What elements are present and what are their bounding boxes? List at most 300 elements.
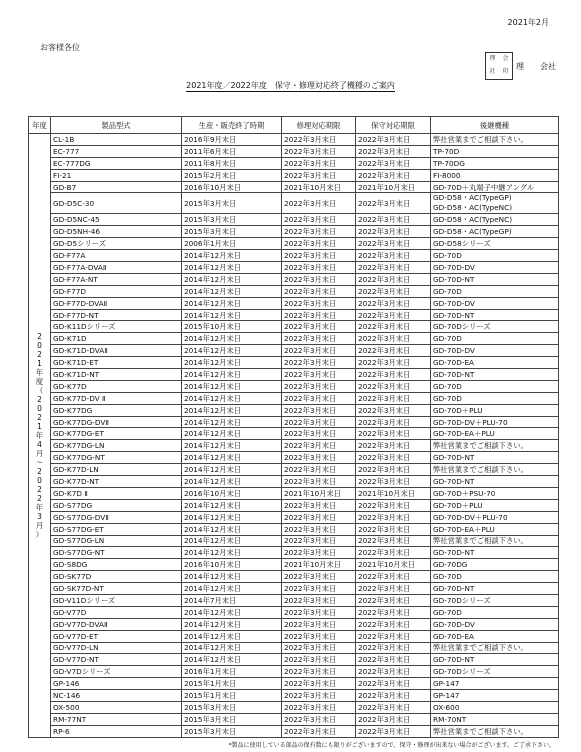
repair-deadline-cell: 2022年3月末日	[282, 309, 356, 321]
model-cell: GD-SK77D-NT	[51, 583, 182, 595]
table-row	[29, 571, 559, 583]
fiscal-year-char: 2	[37, 349, 42, 359]
table-row	[29, 666, 559, 678]
successor-cell	[431, 690, 559, 702]
end-of-sale-cell: 2014年12月末日	[182, 369, 282, 381]
repair-deadline-cell: 2022年3月末日	[282, 285, 356, 297]
successor-cell	[431, 713, 559, 725]
maintenance-deadline-cell: 2022年3月末日	[356, 169, 431, 181]
table-row	[29, 214, 559, 226]
table-row	[29, 452, 559, 464]
table-row	[29, 392, 559, 404]
successor-cell	[431, 345, 559, 357]
model-cell: GD-SK77D	[51, 571, 182, 583]
successor-model: GD-70D＋PLU	[433, 500, 483, 510]
table-row	[29, 642, 559, 654]
successor-cell	[431, 487, 559, 499]
successor-model: GD-70D	[433, 334, 462, 344]
end-of-sale-cell: 2014年12月末日	[182, 262, 282, 274]
model-cell: GD-D5NH-46	[51, 226, 182, 238]
maintenance-deadline-cell: 2022年3月末日	[356, 238, 431, 250]
table-row	[29, 725, 559, 737]
model-cell: GD-K71D-ET	[51, 357, 182, 369]
repair-deadline-cell: 2022年3月末日	[282, 273, 356, 285]
successor-cell	[431, 499, 559, 511]
maintenance-deadline-cell: 2022年3月末日	[356, 134, 431, 146]
table-row	[29, 134, 559, 146]
maintenance-deadline-cell: 2022年3月末日	[356, 428, 431, 440]
successor-cell	[431, 145, 559, 157]
repair-deadline-cell: 2022年3月末日	[282, 134, 356, 146]
maintenance-deadline-cell: 2022年3月末日	[356, 499, 431, 511]
maintenance-deadline-cell: 2022年3月末日	[356, 440, 431, 452]
footnote: *製品に使用している部品の保有数にも限りがございますので、保守・修理が出来ない場合がございます。ご了承下さい。	[228, 742, 555, 749]
successor-model: GD-70D-NT	[433, 453, 475, 463]
maintenance-deadline-cell: 2021年10月末日	[356, 487, 431, 499]
successor-cell	[431, 392, 559, 404]
successor-model: TP-70DG	[433, 158, 465, 168]
header-successor: 後継機種	[431, 117, 559, 134]
maintenance-deadline-cell: 2022年3月末日	[356, 725, 431, 737]
table-row	[29, 476, 559, 488]
successor-cell	[431, 654, 559, 666]
model-cell: GD-D5シリーズ	[51, 238, 182, 250]
header-maintenance-deadline: 保守対応期限	[356, 117, 431, 134]
maintenance-deadline-cell: 2022年3月末日	[356, 511, 431, 523]
successor-cell	[431, 594, 559, 606]
successor-model: RM-70NT	[433, 714, 467, 724]
model-cell: GD-S77DG	[51, 499, 182, 511]
model-cell: GD-V77D-LN	[51, 642, 182, 654]
repair-deadline-cell: 2022年3月末日	[282, 499, 356, 511]
fiscal-year-char: 2	[37, 331, 42, 341]
table-row	[29, 369, 559, 381]
model-cell: GD-K11Dシリーズ	[51, 321, 182, 333]
repair-deadline-cell: 2022年3月末日	[282, 701, 356, 713]
model-cell: GD-F77D-DVAⅡ	[51, 297, 182, 309]
successor-cell	[431, 238, 559, 250]
fiscal-year-char: 月	[35, 520, 44, 530]
successor-model: GD-D58・AC(TypeGP)	[433, 193, 512, 203]
end-of-sale-cell: 2011年8月末日	[182, 157, 282, 169]
repair-deadline-cell: 2022年3月末日	[282, 630, 356, 642]
successor-model: GD-70D-NT	[433, 548, 475, 558]
table-row	[29, 499, 559, 511]
table-row	[29, 145, 559, 157]
successor-model: GD-70D-EA＋PLU	[433, 429, 495, 439]
table-row	[29, 404, 559, 416]
successor-cell	[431, 464, 559, 476]
maintenance-deadline-cell: 2022年3月末日	[356, 262, 431, 274]
maintenance-deadline-cell: 2022年3月末日	[356, 571, 431, 583]
maintenance-deadline-cell: 2022年3月末日	[356, 630, 431, 642]
header-repair-deadline: 修理対応期限	[282, 117, 356, 134]
model-cell: GD-F77A	[51, 250, 182, 262]
document-title: 2021年度／2022年度 保守・修理対応終了機種のご案内	[186, 81, 395, 90]
successor-cell	[431, 547, 559, 559]
model-cell: OX-500	[51, 701, 182, 713]
repair-deadline-cell: 2022年3月末日	[282, 476, 356, 488]
successor-cell	[431, 571, 559, 583]
end-of-sale-cell: 2015年3月末日	[182, 725, 282, 737]
table-row	[29, 523, 559, 535]
table-row	[29, 690, 559, 702]
successor-cell	[431, 214, 559, 226]
maintenance-deadline-cell: 2022年3月末日	[356, 594, 431, 606]
maintenance-deadline-cell: 2021年10月末日	[356, 181, 431, 193]
successor-cell	[431, 440, 559, 452]
fiscal-year-char: 年	[35, 367, 44, 377]
successor-cell	[431, 309, 559, 321]
table-row	[29, 285, 559, 297]
end-of-sale-cell: 2014年12月末日	[182, 476, 282, 488]
end-of-sale-cell: 2014年12月末日	[182, 404, 282, 416]
model-cell: GD-K77DG-NT	[51, 452, 182, 464]
table-row	[29, 297, 559, 309]
maintenance-deadline-cell: 2022年3月末日	[356, 333, 431, 345]
successor-cell	[431, 321, 559, 333]
repair-deadline-cell: 2022年3月末日	[282, 464, 356, 476]
end-of-sale-cell: 2014年7月末日	[182, 594, 282, 606]
successor-model: GD-70D-DV	[433, 298, 475, 308]
table-row	[29, 262, 559, 274]
fiscal-year-char: 4	[37, 439, 42, 449]
end-of-sale-cell: 2014年12月末日	[182, 333, 282, 345]
table-row	[29, 169, 559, 181]
successor-cell	[431, 297, 559, 309]
model-cell: GD-K77DG	[51, 404, 182, 416]
table-row	[29, 345, 559, 357]
successor-model: TP-70D	[433, 146, 460, 156]
model-cell: GD-D5C-30	[51, 193, 182, 214]
successor-cell	[431, 333, 559, 345]
successor-model: GD-70Dシリーズ	[433, 667, 491, 677]
model-cell: EC-777DG	[51, 157, 182, 169]
successor-model: GD-70D-EA	[433, 358, 475, 368]
repair-deadline-cell: 2022年3月末日	[282, 690, 356, 702]
end-of-sale-cell: 2014年12月末日	[182, 618, 282, 630]
successor-cell	[431, 428, 559, 440]
repair-deadline-cell: 2021年10月末日	[282, 487, 356, 499]
maintenance-deadline-cell: 2022年3月末日	[356, 273, 431, 285]
fiscal-year-char: 0	[37, 340, 42, 350]
model-cell: GD-V11Dシリーズ	[51, 594, 182, 606]
fiscal-year-char: （	[35, 385, 44, 395]
maintenance-deadline-cell: 2022年3月末日	[356, 297, 431, 309]
maintenance-deadline-cell: 2022年3月末日	[356, 713, 431, 725]
repair-deadline-cell: 2022年3月末日	[282, 416, 356, 428]
end-of-sale-cell: 2016年9月末日	[182, 134, 282, 146]
table-row	[29, 238, 559, 250]
fiscal-year-char: 度	[35, 376, 44, 386]
successor-model: GD-70D-DV	[433, 346, 475, 356]
repair-deadline-cell: 2022年3月末日	[282, 606, 356, 618]
repair-deadline-cell: 2022年3月末日	[282, 547, 356, 559]
successor-model: GD-70D-NT	[433, 655, 475, 665]
maintenance-deadline-cell: 2022年3月末日	[356, 309, 431, 321]
table-row	[29, 380, 559, 392]
model-cell: GD-K77D	[51, 380, 182, 392]
maintenance-deadline-cell: 2022年3月末日	[356, 654, 431, 666]
model-cell: GD-K71D	[51, 333, 182, 345]
maintenance-deadline-cell: 2022年3月末日	[356, 226, 431, 238]
end-of-sale-cell: 2014年12月末日	[182, 452, 282, 464]
end-of-sale-cell: 2014年12月末日	[182, 285, 282, 297]
model-cell: GD-S77DG-NT	[51, 547, 182, 559]
fiscal-year-char: 月	[35, 448, 44, 458]
successor-model: GD-70D-NT	[433, 476, 475, 486]
successor-cell	[431, 583, 559, 595]
successor-model: GD-70D	[433, 607, 462, 617]
repair-deadline-cell: 2022年3月末日	[282, 618, 356, 630]
successor-cell	[431, 535, 559, 547]
model-cell: GD-V77D	[51, 606, 182, 618]
repair-deadline-cell: 2022年3月末日	[282, 583, 356, 595]
successor-model: GD-70D-NT	[433, 369, 475, 379]
repair-deadline-cell: 2022年3月末日	[282, 642, 356, 654]
table-row	[29, 547, 559, 559]
successor-cell	[431, 262, 559, 274]
fiscal-year-char: 0	[37, 403, 42, 413]
repair-deadline-cell: 2022年3月末日	[282, 238, 356, 250]
end-of-sale-cell: 2014年12月末日	[182, 630, 282, 642]
maintenance-deadline-cell: 2022年3月末日	[356, 678, 431, 690]
repair-deadline-cell: 2022年3月末日	[282, 380, 356, 392]
model-cell: GD-K77D-LN	[51, 464, 182, 476]
maintenance-deadline-cell: 2022年3月末日	[356, 642, 431, 654]
successor-cell	[431, 273, 559, 285]
maintenance-deadline-cell: 2022年3月末日	[356, 404, 431, 416]
end-of-sale-cell: 2015年3月末日	[182, 214, 282, 226]
end-of-sale-cell: 2014年12月末日	[182, 654, 282, 666]
repair-deadline-cell: 2022年3月末日	[282, 169, 356, 181]
successor-model: GD-70D-DV	[433, 262, 475, 272]
successor-cell	[431, 642, 559, 654]
maintenance-deadline-cell: 2022年3月末日	[356, 392, 431, 404]
repair-deadline-cell: 2022年3月末日	[282, 594, 356, 606]
repair-deadline-cell: 2022年3月末日	[282, 321, 356, 333]
successor-cell	[431, 134, 559, 146]
end-of-sale-cell: 2014年12月末日	[182, 642, 282, 654]
model-cell: GD-F77D	[51, 285, 182, 297]
successor-cell	[431, 285, 559, 297]
successor-cell	[431, 476, 559, 488]
end-of-sale-cell: 2014年12月末日	[182, 357, 282, 369]
successor-cell	[431, 678, 559, 690]
model-cell: GD-D5NC-45	[51, 214, 182, 226]
fiscal-year-char: 年	[35, 502, 44, 512]
successor-cell	[431, 618, 559, 630]
successor-cell	[431, 157, 559, 169]
fiscal-year-char: 2	[37, 493, 42, 503]
successor-model: 弊社営業までご相談下さい。	[433, 134, 528, 144]
header-model: 製品型式	[51, 117, 182, 134]
successor-model: GD-70D＋丸端子中継アングル	[433, 182, 535, 192]
end-of-sale-cell: 2014年12月末日	[182, 606, 282, 618]
maintenance-deadline-cell: 2022年3月末日	[356, 606, 431, 618]
model-cell: RM-77NT	[51, 713, 182, 725]
model-cell: GD-S8DG	[51, 559, 182, 571]
model-cell: CL-1B	[51, 134, 182, 146]
model-cell: GD-K77DG-DVⅡ	[51, 416, 182, 428]
end-of-sale-cell: 2014年12月末日	[182, 440, 282, 452]
table-row	[29, 487, 559, 499]
end-of-sale-cell: 2014年12月末日	[182, 571, 282, 583]
maintenance-deadline-cell: 2022年3月末日	[356, 547, 431, 559]
maintenance-deadline-cell: 2022年3月末日	[356, 583, 431, 595]
maintenance-deadline-cell: 2022年3月末日	[356, 345, 431, 357]
successor-cell	[431, 701, 559, 713]
fiscal-year-char: 3	[37, 511, 42, 521]
fiscal-year-char: 2	[37, 394, 42, 404]
successor-cell	[431, 725, 559, 737]
repair-deadline-cell: 2022年3月末日	[282, 145, 356, 157]
company-name: 理	[516, 61, 524, 71]
end-of-sale-cell: 2014年12月末日	[182, 523, 282, 535]
model-cell: GD-K77D-DV Ⅱ	[51, 392, 182, 404]
repair-deadline-cell: 2022年3月末日	[282, 392, 356, 404]
model-cell: GD-S77DG-LN	[51, 535, 182, 547]
table-row	[29, 226, 559, 238]
successor-cell	[431, 630, 559, 642]
repair-deadline-cell: 2022年3月末日	[282, 511, 356, 523]
maintenance-deadline-cell: 2022年3月末日	[356, 321, 431, 333]
successor-cell	[431, 357, 559, 369]
table-row	[29, 321, 559, 333]
repair-deadline-cell: 2022年3月末日	[282, 357, 356, 369]
repair-deadline-cell: 2022年3月末日	[282, 440, 356, 452]
model-cell: GD-K71D-NT	[51, 369, 182, 381]
end-of-sale-cell: 2014年12月末日	[182, 416, 282, 428]
table-row	[29, 678, 559, 690]
model-cell: GD-K71D-DVAⅡ	[51, 345, 182, 357]
table-row	[29, 357, 559, 369]
maintenance-deadline-cell: 2022年3月末日	[356, 666, 431, 678]
table-row	[29, 464, 559, 476]
header-year: 年度	[29, 117, 51, 134]
model-cell: GP-146	[51, 678, 182, 690]
table-row	[29, 654, 559, 666]
end-of-sale-cell: 2015年10月末日	[182, 321, 282, 333]
maintenance-deadline-cell: 2022年3月末日	[356, 690, 431, 702]
repair-deadline-cell: 2022年3月末日	[282, 535, 356, 547]
table-row	[29, 713, 559, 725]
table-row	[29, 583, 559, 595]
maintenance-deadline-cell: 2022年3月末日	[356, 523, 431, 535]
table-row	[29, 559, 559, 571]
end-of-sale-cell: 2014年12月末日	[182, 511, 282, 523]
end-of-sale-cell: 2016年10月末日	[182, 487, 282, 499]
fiscal-year-char: 年	[35, 430, 44, 440]
table-row	[29, 309, 559, 321]
end-of-sale-cell: 2015年3月末日	[182, 226, 282, 238]
maintenance-deadline-cell: 2022年3月末日	[356, 250, 431, 262]
repair-deadline-cell: 2022年3月末日	[282, 452, 356, 464]
end-of-sale-cell: 2015年3月末日	[182, 701, 282, 713]
successor-model: 弊社営業までご相談下さい。	[433, 465, 528, 475]
maintenance-deadline-cell: 2021年10月末日	[356, 559, 431, 571]
successor-model: GP-147	[433, 691, 460, 701]
table-row	[29, 181, 559, 193]
successor-cell	[431, 416, 559, 428]
successor-cell	[431, 511, 559, 523]
fiscal-year-char: 1	[37, 421, 42, 431]
end-of-sale-cell: 2015年1月末日	[182, 678, 282, 690]
repair-deadline-cell: 2022年3月末日	[282, 297, 356, 309]
successor-model: GD-70D	[433, 286, 462, 296]
end-of-sale-cell: 2015年1月末日	[182, 690, 282, 702]
successor-cell	[431, 404, 559, 416]
successor-cell	[431, 380, 559, 392]
fiscal-year-char: ～	[35, 457, 44, 467]
successor-model: GD-70D-EA	[433, 631, 475, 641]
end-of-sale-cell: 2014年12月末日	[182, 547, 282, 559]
table-row	[29, 701, 559, 713]
recipient: お客様各位	[40, 43, 80, 52]
maintenance-deadline-cell: 2022年3月末日	[356, 701, 431, 713]
table-row	[29, 416, 559, 428]
end-of-sale-cell: 2014年12月末日	[182, 499, 282, 511]
repair-deadline-cell: 2022年3月末日	[282, 250, 356, 262]
successor-model: GD-70D	[433, 251, 462, 261]
end-of-sale-cell: 2015年2月末日	[182, 169, 282, 181]
repair-deadline-cell: 2021年10月末日	[282, 559, 356, 571]
model-cell: GD-V77D-ET	[51, 630, 182, 642]
repair-deadline-cell: 2022年3月末日	[282, 157, 356, 169]
repair-deadline-cell: 2022年3月末日	[282, 523, 356, 535]
header-end-of-sale: 生産・販売終了時期	[182, 117, 282, 134]
end-of-sale-cell: 2016年10月末日	[182, 181, 282, 193]
model-cell: EC-777	[51, 145, 182, 157]
model-cell: GD-S77DG-ET	[51, 523, 182, 535]
successor-model: 弊社営業までご相談下さい。	[433, 536, 528, 546]
successor-model: GD-D58・AC(TypeNC)	[433, 215, 513, 225]
company-block	[485, 52, 556, 80]
repair-deadline-cell: 2022年3月末日	[282, 678, 356, 690]
successor-model: FI-8000	[433, 170, 461, 180]
table-row	[29, 618, 559, 630]
maintenance-deadline-cell: 2022年3月末日	[356, 193, 431, 214]
table-row	[29, 440, 559, 452]
successor-cell	[431, 452, 559, 464]
maintenance-deadline-cell: 2022年3月末日	[356, 535, 431, 547]
table-header-row	[29, 117, 559, 134]
model-cell: GD-K77DG-ET	[51, 428, 182, 440]
table-row	[29, 606, 559, 618]
successor-cell	[431, 559, 559, 571]
model-cell: FI-21	[51, 169, 182, 181]
end-of-sale-cell: 2014年12月末日	[182, 428, 282, 440]
model-cell: GD-S77DG-DVⅡ	[51, 511, 182, 523]
successor-model: GD-70D-DV＋PLU-70	[433, 417, 508, 427]
successor-model: 弊社営業までご相談下さい。	[433, 441, 528, 451]
model-cell: GD-B7	[51, 181, 182, 193]
end-of-sale-cell: 2014年12月末日	[182, 392, 282, 404]
fiscal-year-char: 0	[37, 475, 42, 485]
fiscal-year-char: 2	[37, 484, 42, 494]
successor-model: GD-D58・AC(TypeGP)	[433, 227, 512, 237]
end-of-sale-cell: 2014年12月末日	[182, 273, 282, 285]
maintenance-deadline-cell: 2022年3月末日	[356, 214, 431, 226]
successor-cell	[431, 169, 559, 181]
successor-cell	[431, 193, 559, 214]
maintenance-deadline-cell: 2022年3月末日	[356, 416, 431, 428]
fiscal-year-cell	[29, 134, 51, 738]
successor-cell	[431, 666, 559, 678]
table-row	[29, 193, 559, 214]
model-cell: GD-V77D-NT	[51, 654, 182, 666]
end-of-sale-cell: 2014年12月末日	[182, 250, 282, 262]
